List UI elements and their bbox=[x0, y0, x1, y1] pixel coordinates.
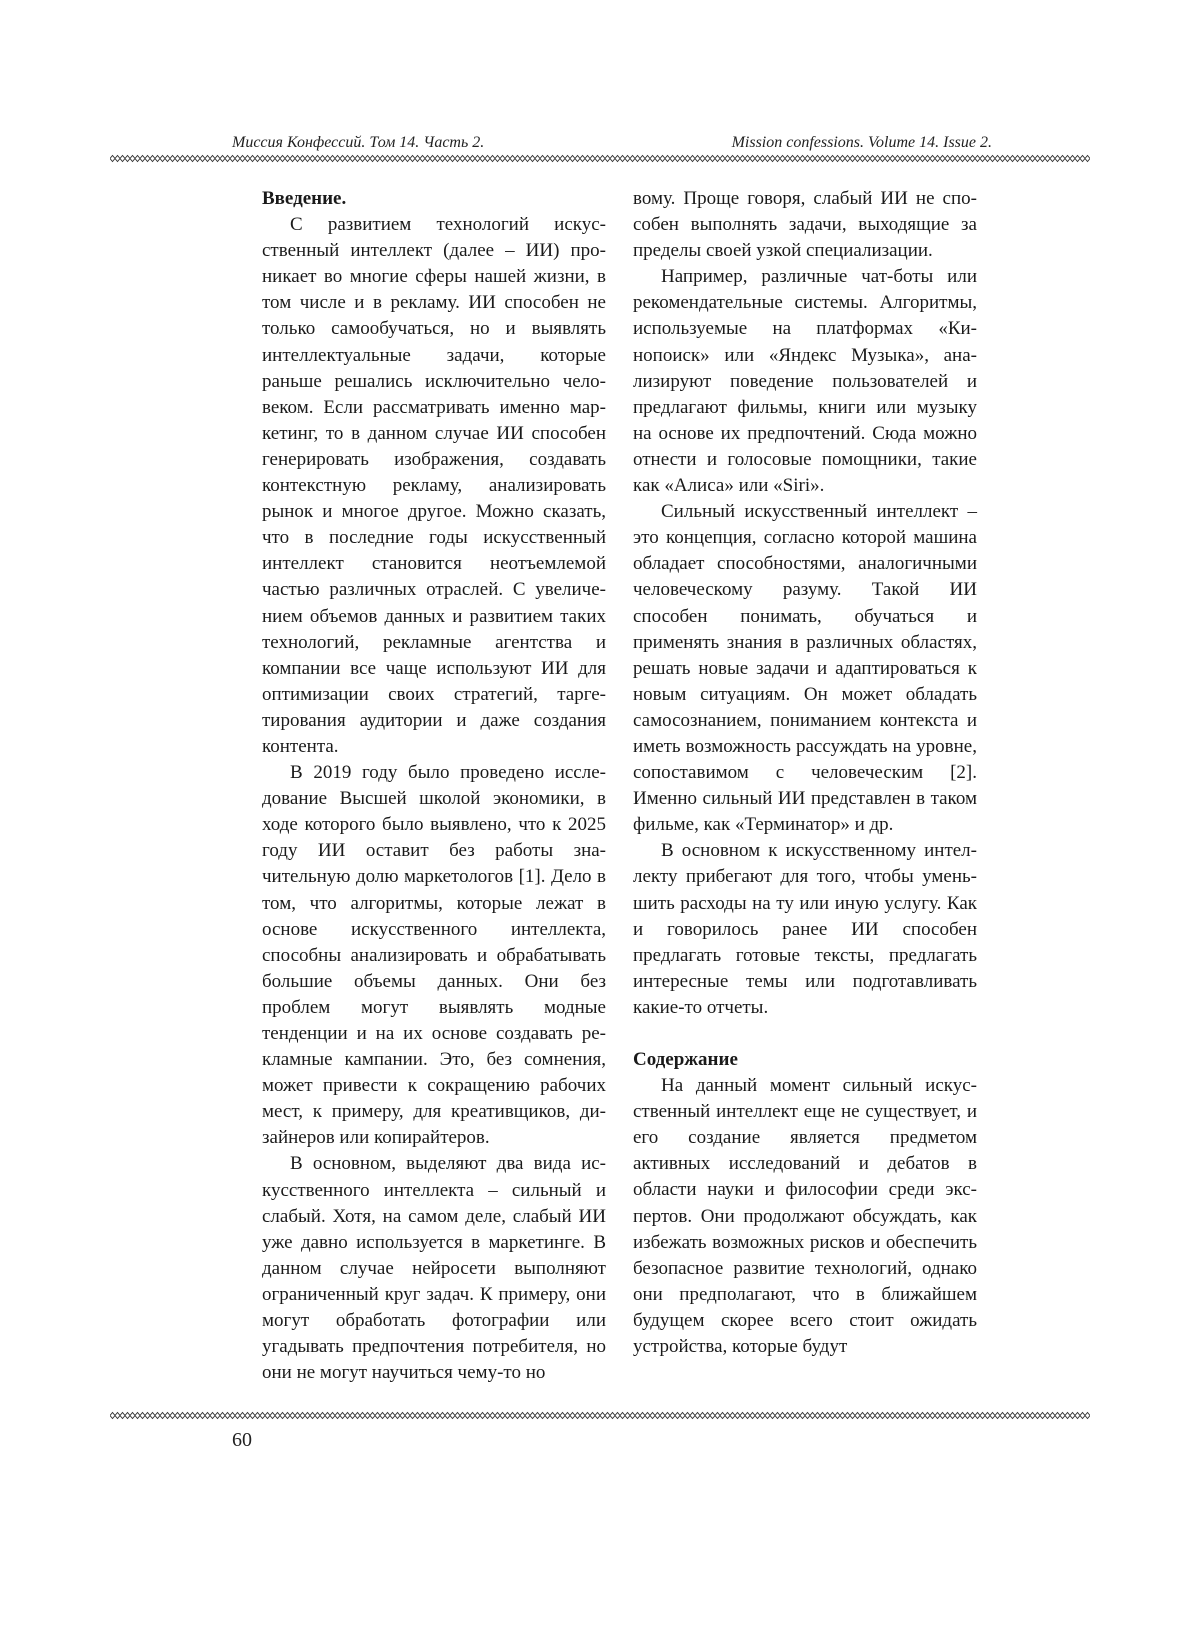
section-spacer bbox=[633, 1021, 977, 1047]
page-number: 60 bbox=[232, 1429, 252, 1451]
right-column bbox=[633, 186, 977, 1360]
paragraph: Например, различные чат-боты или рекомендательные системы. Алгоритмы, используемые на платформах «Кинопоиск» или «Яндекс Музыка», анализируют поведение пользователей и предлагают фильмы, книги или музыку на основе их предпочтений. Сюда можно отнести и голосовые помощники, такие как «Алиса» или «Siri». bbox=[633, 266, 977, 497]
paragraph: В основном к искусственному интеллекту прибегают для того, чтобы уменьшить расходы на ту или иную услугу. Как и говорилось ранее ИИ способен предлагать готовые тексты, предлагать интересные темы или подготавливать какие-то отчеты. bbox=[633, 840, 977, 1018]
paragraph: Сильный искусственный интеллект – это концепция, согласно которой машина обладает способностями, аналогичными человеческому разуму. Такой ИИ способен понимать, обучаться и применять знания в различных областях, решать новые задачи и адаптироваться к новым ситуациям. Он может обладать самосознанием, пониманием контекста и иметь возможность рассуждать на уровне, сопоставимом с человеческим [2]. Именно сильный ИИ представлен в таком фильме, как «Терминатор» и др. bbox=[633, 501, 977, 836]
paragraph-continuation: вому. Проще говоря, слабый ИИ не способен выполнять задачи, выходящие за пределы своей узкой специализации. bbox=[633, 188, 977, 262]
journal-title-ru: Миссия Конфессий. Том 14. Часть 2. bbox=[232, 134, 485, 151]
paragraph: На данный момент сильный искусственный интеллект еще не существует, и его создание является предметом активных исследований и дебатов в области науки и философии среди экспертов. Они продолжают обсуждать, как избежать возможных рисков и обеспечить безопасное развитие технологий, однако они предполагают, что в ближайшем будущем скорее всего стоит ожидать устройства, которые будут bbox=[633, 1075, 977, 1358]
paragraph: В основном, выделяют два вида искусственного интеллекта – сильный и слабый. Хотя, на самом деле, слабый ИИ уже давно используется в маркетинге. В данном случае нейросети выполняют ограниченный круг задач. К примеру, они могут обработать фотографии или угадывать предпочтения потребителя, но они не могут научиться чему-то но bbox=[262, 1153, 606, 1384]
running-header bbox=[232, 134, 992, 156]
journal-title-en: Mission confessions. Volume 14. Issue 2. bbox=[731, 134, 992, 151]
section-heading-introduction: Введение. bbox=[262, 188, 347, 209]
top-ornament-rule bbox=[110, 154, 1090, 163]
paragraph: В 2019 году было проведено исследование Высшей школой экономики, в ходе которого было выявлено, что к 2025 году ИИ оставит без работы значительную долю маркетологов [1]. Дело в том, что алгоритмы, которые лежат в основе искусственного интеллекта, способны анализировать и обрабатывать большие объемы данных. Они без проблем могут выявлять модные тенденции и на их основе создавать рекламные кампании. Это, без сомнения, может привести к сокращению рабочих мест, к примеру, для креативщиков, дизайнеров или копирайтеров. bbox=[262, 762, 606, 1149]
left-column bbox=[262, 186, 606, 1386]
section-heading-content: Содержание bbox=[633, 1049, 738, 1070]
paragraph: С развитием технологий искусственный интеллект (далее – ИИ) проникает во многие сферы нашей жизни, в том числе и в рекламу. ИИ способен не только самообучаться, но и выявлять интеллектуальные задачи, которые раньше решались исключительно человеком. Если рассматривать именно маркетинг, то в данном случае ИИ способен генерировать изображения, создавать контекстную рекламу, анализировать рынок и многое другое. Можно сказать, что в последние годы искусственный интеллект становится неотъемлемой частью различных отраслей. С увеличением объемов данных и развитием таких технологий, рекламные агентства и компании все чаще используют ИИ для оптимизации своих стратегий, таргетирования аудитории и даже создания контента. bbox=[262, 214, 606, 757]
bottom-ornament-rule bbox=[110, 1411, 1090, 1420]
